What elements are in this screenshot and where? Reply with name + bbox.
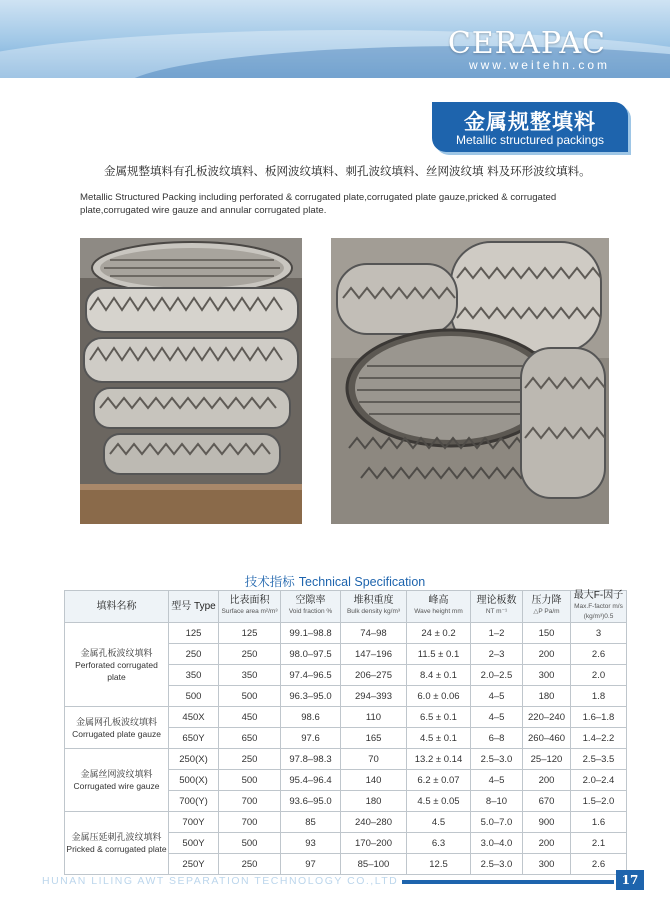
table-cell: 5.0–7.0 [471, 812, 523, 833]
table-cell: 1–2 [471, 623, 523, 644]
table-cell: 99.1–98.8 [281, 623, 341, 644]
table-cell: 500(X) [169, 770, 219, 791]
brand-logo: CERAPAC [447, 26, 606, 61]
table-cell: 250(X) [169, 749, 219, 770]
table-cell: 650 [219, 728, 281, 749]
table-cell: 6.2 ± 0.07 [407, 770, 471, 791]
table-cell: 2.6 [571, 644, 627, 665]
table-cell: 206–275 [341, 665, 407, 686]
table-cell: 300 [523, 665, 571, 686]
table-cell: 98.6 [281, 707, 341, 728]
technical-specification-table [64, 590, 627, 875]
table-cell: 294–393 [341, 686, 407, 707]
table-cell: 2.5–3.0 [471, 749, 523, 770]
table-cell: 140 [341, 770, 407, 791]
table-cell: 70 [341, 749, 407, 770]
table-cell: 700Y [169, 812, 219, 833]
table-cell: 1.4–2.2 [571, 728, 627, 749]
packing-name-cell [65, 749, 169, 812]
footer-rule [402, 880, 614, 884]
page-number: 17 [616, 870, 644, 890]
table-cell: 6–8 [471, 728, 523, 749]
column-header: 型号 Type [169, 591, 219, 623]
table-cell: 85 [281, 812, 341, 833]
table-cell: 900 [523, 812, 571, 833]
column-header: 比表面积 Surface area m²/m³ [219, 591, 281, 623]
column-header: 最大F-因子 Max.F-factor m/s (kg/m³)0.5 [571, 591, 627, 623]
spec-title-en: Technical Specification [298, 575, 426, 589]
table-cell: 2.0–2.4 [571, 770, 627, 791]
table-cell: 97.6 [281, 728, 341, 749]
table-cell: 93.6–95.0 [281, 791, 341, 812]
table-row [65, 623, 627, 644]
table-cell: 180 [523, 686, 571, 707]
footer-company-name: HUNAN LILING AWT SEPARATION TECHNOLOGY CO.,LTD [42, 875, 399, 887]
column-header: 堆积重度 Bulk density kg/m³ [341, 591, 407, 623]
table-cell: 85–100 [341, 854, 407, 875]
table-cell: 4–5 [471, 707, 523, 728]
column-header: 峰高 Wave height mm [407, 591, 471, 623]
table-cell: 96.3–95.0 [281, 686, 341, 707]
table-cell: 700 [219, 791, 281, 812]
table-cell: 350 [219, 665, 281, 686]
website-url: www.weitehn.com [468, 58, 610, 72]
table-cell: 125 [169, 623, 219, 644]
spec-title-zh: 技术指标 [244, 574, 295, 589]
packing-name-zh: 金属丝网波纹填料 [80, 769, 153, 779]
table-cell: 2.5–3.0 [471, 854, 523, 875]
table-cell: 98.0–97.5 [281, 644, 341, 665]
column-header: 填料名称 [65, 591, 169, 623]
packing-name-zh: 金属网孔板波纹填料 [75, 716, 157, 727]
table-cell: 25–120 [523, 749, 571, 770]
packing-name-en: Perforated corrugated plate [75, 659, 158, 682]
table-cell: 260–460 [523, 728, 571, 749]
table-cell: 2.0 [571, 665, 627, 686]
table-cell: 95.4–96.4 [281, 770, 341, 791]
packing-name-en: Corrugated plate gauze [72, 728, 161, 739]
table-cell: 200 [523, 833, 571, 854]
table-cell: 1.5–2.0 [571, 791, 627, 812]
table-cell: 24 ± 0.2 [407, 623, 471, 644]
page-header [0, 0, 670, 78]
table-cell: 220–240 [523, 707, 571, 728]
table-cell: 97 [281, 854, 341, 875]
table-header-row [65, 591, 627, 623]
table-cell: 2.6 [571, 854, 627, 875]
section-title-en: Metallic structured packings [455, 133, 605, 147]
table-cell: 6.5 ± 0.1 [407, 707, 471, 728]
table-cell: 6.3 [407, 833, 471, 854]
packing-name-cell [65, 812, 169, 875]
table-cell: 8.4 ± 0.1 [407, 665, 471, 686]
table-cell: 125 [219, 623, 281, 644]
table-cell: 250 [169, 644, 219, 665]
packing-name-zh: 金属压延刺孔波纹填料 [71, 832, 162, 842]
table-cell: 700 [219, 812, 281, 833]
table-cell: 200 [523, 770, 571, 791]
table-cell: 2–3 [471, 644, 523, 665]
section-title-zh: 金属规整填料 [464, 110, 596, 134]
table-cell: 700(Y) [169, 791, 219, 812]
table-cell: 6.0 ± 0.06 [407, 686, 471, 707]
table-cell: 4.5 ± 0.05 [407, 791, 471, 812]
table-cell: 500 [169, 686, 219, 707]
column-header: 理论板数 NT m⁻¹ [471, 591, 523, 623]
table-cell: 450 [219, 707, 281, 728]
section-title-badge [432, 102, 628, 152]
intro-text-zh: 金属规整填料有孔板波纹填料、板网波纹填料、刺孔波纹填料、丝网波纹填 料及环形波纹填料。 [104, 164, 591, 178]
spec-table-title [0, 572, 670, 590]
table-cell: 110 [341, 707, 407, 728]
packing-name-zh: 金属孔板波纹填料 [80, 647, 153, 658]
column-header: 压力降 △P Pa/m [523, 591, 571, 623]
table-cell: 450X [169, 707, 219, 728]
table-cell: 13.2 ± 0.14 [407, 749, 471, 770]
table-cell: 650Y [169, 728, 219, 749]
product-photo-disc-packings [331, 238, 609, 524]
table-cell: 2.1 [571, 833, 627, 854]
table-cell: 93 [281, 833, 341, 854]
table-cell: 180 [341, 791, 407, 812]
table-cell: 1.6 [571, 812, 627, 833]
column-header: 空隙率 Void fraction % [281, 591, 341, 623]
table-cell: 165 [341, 728, 407, 749]
packing-name-en: Corrugated wire gauze [73, 781, 160, 791]
table-cell: 74–98 [341, 623, 407, 644]
table-row [65, 812, 627, 833]
table-cell: 4–5 [471, 770, 523, 791]
table-cell: 300 [523, 854, 571, 875]
table-cell: 500Y [169, 833, 219, 854]
product-photo-stacked-packings [80, 238, 302, 524]
table-cell: 250Y [169, 854, 219, 875]
table-row [65, 749, 627, 770]
table-cell: 97.8–98.3 [281, 749, 341, 770]
table-cell: 147–196 [341, 644, 407, 665]
table-cell: 1.6–1.8 [571, 707, 627, 728]
table-cell: 670 [523, 791, 571, 812]
table-cell: 170–200 [341, 833, 407, 854]
table-cell: 2.5–3.5 [571, 749, 627, 770]
table-cell: 12.5 [407, 854, 471, 875]
table-row [65, 707, 627, 728]
table-body [65, 623, 627, 875]
table-cell: 250 [219, 644, 281, 665]
table-cell: 4.5 [407, 812, 471, 833]
packing-name-en: Pricked & corrugated plate [66, 844, 167, 854]
table-cell: 250 [219, 854, 281, 875]
intro-text-en: Metallic Structured Packing including perforated & corrugated plate,corrugated plate gauze,pricked & corrugated plate,corrugated wire gauze and annular corrugated plate. [80, 192, 557, 216]
table-cell: 4–5 [471, 686, 523, 707]
table-cell: 3.0–4.0 [471, 833, 523, 854]
table-cell: 1.8 [571, 686, 627, 707]
table-cell: 500 [219, 686, 281, 707]
table-cell: 500 [219, 770, 281, 791]
packing-name-cell [65, 707, 169, 749]
table-cell: 200 [523, 644, 571, 665]
table-cell: 4.5 ± 0.1 [407, 728, 471, 749]
table-cell: 2.0–2.5 [471, 665, 523, 686]
table-cell: 250 [219, 749, 281, 770]
table-cell: 150 [523, 623, 571, 644]
table-cell: 240–280 [341, 812, 407, 833]
table-cell: 11.5 ± 0.1 [407, 644, 471, 665]
packing-name-cell [65, 623, 169, 707]
table-cell: 350 [169, 665, 219, 686]
table-cell: 3 [571, 623, 627, 644]
table-cell: 97.4–96.5 [281, 665, 341, 686]
table-cell: 8–10 [471, 791, 523, 812]
table-cell: 500 [219, 833, 281, 854]
